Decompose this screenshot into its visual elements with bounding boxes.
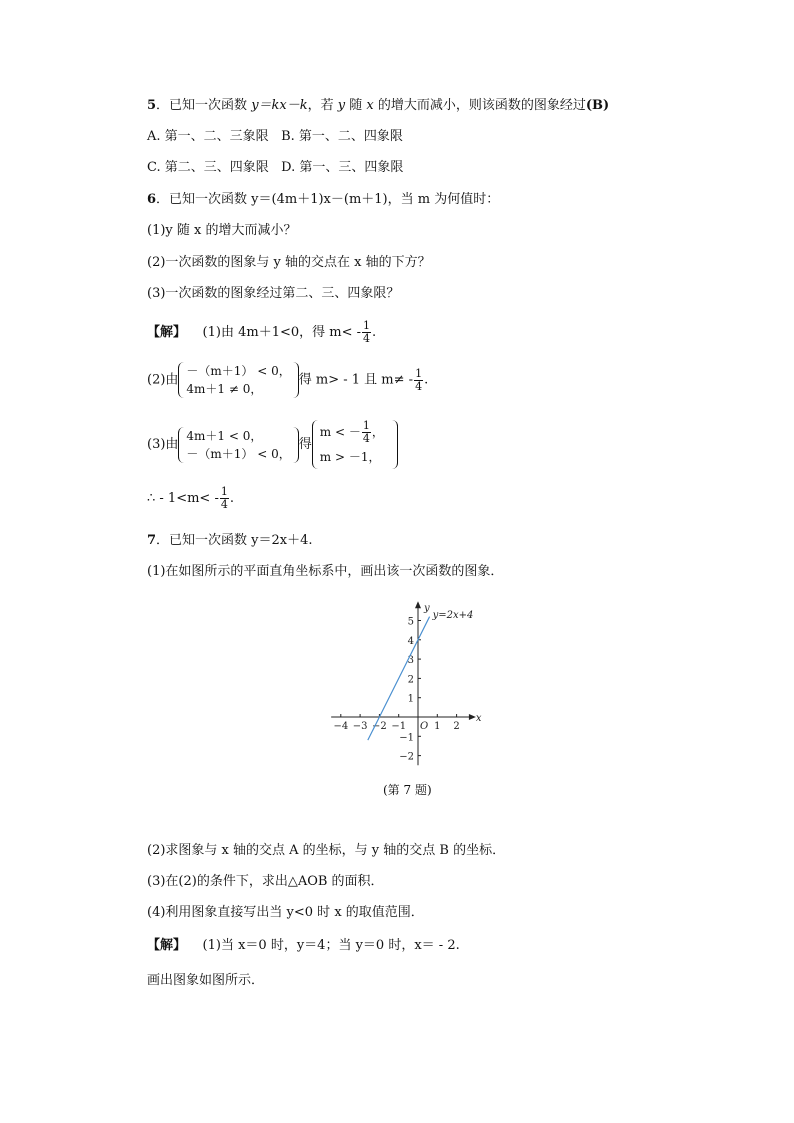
y-tick-label: 2 — [407, 674, 414, 686]
x-tick-label: −1 — [391, 721, 407, 732]
y-axis-label: y — [424, 603, 430, 615]
q7-solution-2: 画出图象如图所示． — [147, 973, 265, 988]
q7-solution-1: 【解】 (1)当 x＝0 时，y＝4；当 y＝0 时，x＝ - 2. — [147, 938, 460, 953]
q7-part3: (3)在(2)的条件下，求出△AOB 的面积． — [147, 874, 384, 889]
figure-caption: (第 7 题) — [383, 783, 432, 797]
q5-options-row1 — [147, 129, 403, 145]
q6-result-system: m < － $\frac{1}{4}$ ， m > －1， — [312, 420, 398, 469]
y-tick-label: 5 — [407, 616, 414, 628]
q7-part1: (1)在如图所示的平面直角坐标系中，画出该一次函数的图象． — [147, 564, 504, 579]
q7-stem: 7．已知一次函数 y＝2x＋4. — [147, 533, 313, 548]
x-tick-label: 1 — [434, 721, 441, 732]
q7-part2: (2)求图象与 x 轴的交点 A 的坐标，与 y 轴的交点 B 的坐标． — [147, 843, 506, 858]
y-tick-label: 4 — [407, 635, 414, 647]
fraction-one-quarter: $\frac{1}{4}$ — [363, 319, 371, 345]
y-axis-arrow — [415, 601, 421, 608]
fraction-one-quarter: $\frac{1}{4}$ — [415, 366, 423, 393]
x-tick-label: −2 — [372, 721, 387, 732]
q6-part3: (3)一次函数的图象经过第二、三、四象限？ — [147, 286, 400, 301]
q5-answer: (B) — [585, 98, 610, 113]
fraction-one-quarter: $\frac{1}{4}$ — [220, 485, 228, 511]
q5-option-a: A. 第一、二、三象限 — [147, 129, 269, 144]
q5-option-c: C. 第二、三、四象限 — [147, 160, 269, 175]
q6-conclusion: ∴ - 1<m< - $\frac{1}{4}$ . — [147, 485, 234, 511]
q6-part1: (1)y 随 x 的增大而减小？ — [147, 223, 297, 238]
q6-solution-2: (2)由 －（m＋1） < 0， 4m＋1 ≠ 0， 得 m> - 1 且 m≠ - $\frac{1}{4}$ . — [147, 364, 429, 396]
x-tick-label: −4 — [333, 721, 349, 732]
q6-stem: 6．已知一次函数 y＝(4m＋1)x－(m＋1)，当 m 为何值时： — [147, 192, 500, 207]
y-tick-label: 1 — [407, 693, 414, 705]
y-tick-label: 3 — [407, 655, 414, 667]
y-tick-label: −2 — [399, 751, 414, 763]
q6-solution-label: 【解】 — [147, 325, 187, 340]
x-axis-arrow — [469, 714, 476, 720]
q5-options-row2 — [147, 160, 403, 176]
q7-solution-label: 【解】 — [147, 938, 187, 953]
q6-system-3: 4m＋1 < 0， －（m＋1） < 0， — [178, 427, 298, 463]
q6-solution-1: 【解】 (1)由 4m＋1<0，得 m< - $\frac{1}{4}$ . — [147, 319, 377, 345]
x-tick-label: 2 — [453, 721, 460, 732]
q5-option-d: D. 第一、三、四象限 — [281, 160, 404, 175]
y-tick-label: −1 — [399, 732, 414, 744]
function-label: y=2x+4 — [432, 610, 474, 622]
x-tick-label: −3 — [352, 721, 368, 732]
q7-part4: (4)利用图象直接写出当 y<0 时 x 的取值范围． — [147, 905, 424, 920]
q6-part2: (2)一次函数的图象与 y 轴的交点在 x 轴的下方？ — [147, 255, 431, 270]
origin-label: O — [420, 721, 429, 732]
linear-function-graph — [335, 590, 495, 770]
q5-stem: 5．已知一次函数 y＝kx－k，若 y 随 x 的增大而减小，则该函数的图象经过(B) — [147, 98, 610, 113]
q6-solution-3: (3)由 4m＋1 < 0， －（m＋1） < 0， 得 m < － $\frac{1}{4}$ ， m > －1， — [147, 420, 398, 469]
q6-system-2: －（m＋1） < 0， 4m＋1 ≠ 0， — [178, 362, 298, 398]
q5-option-b: B. 第一、二、四象限 — [281, 129, 403, 144]
x-axis-label: x — [475, 713, 482, 724]
